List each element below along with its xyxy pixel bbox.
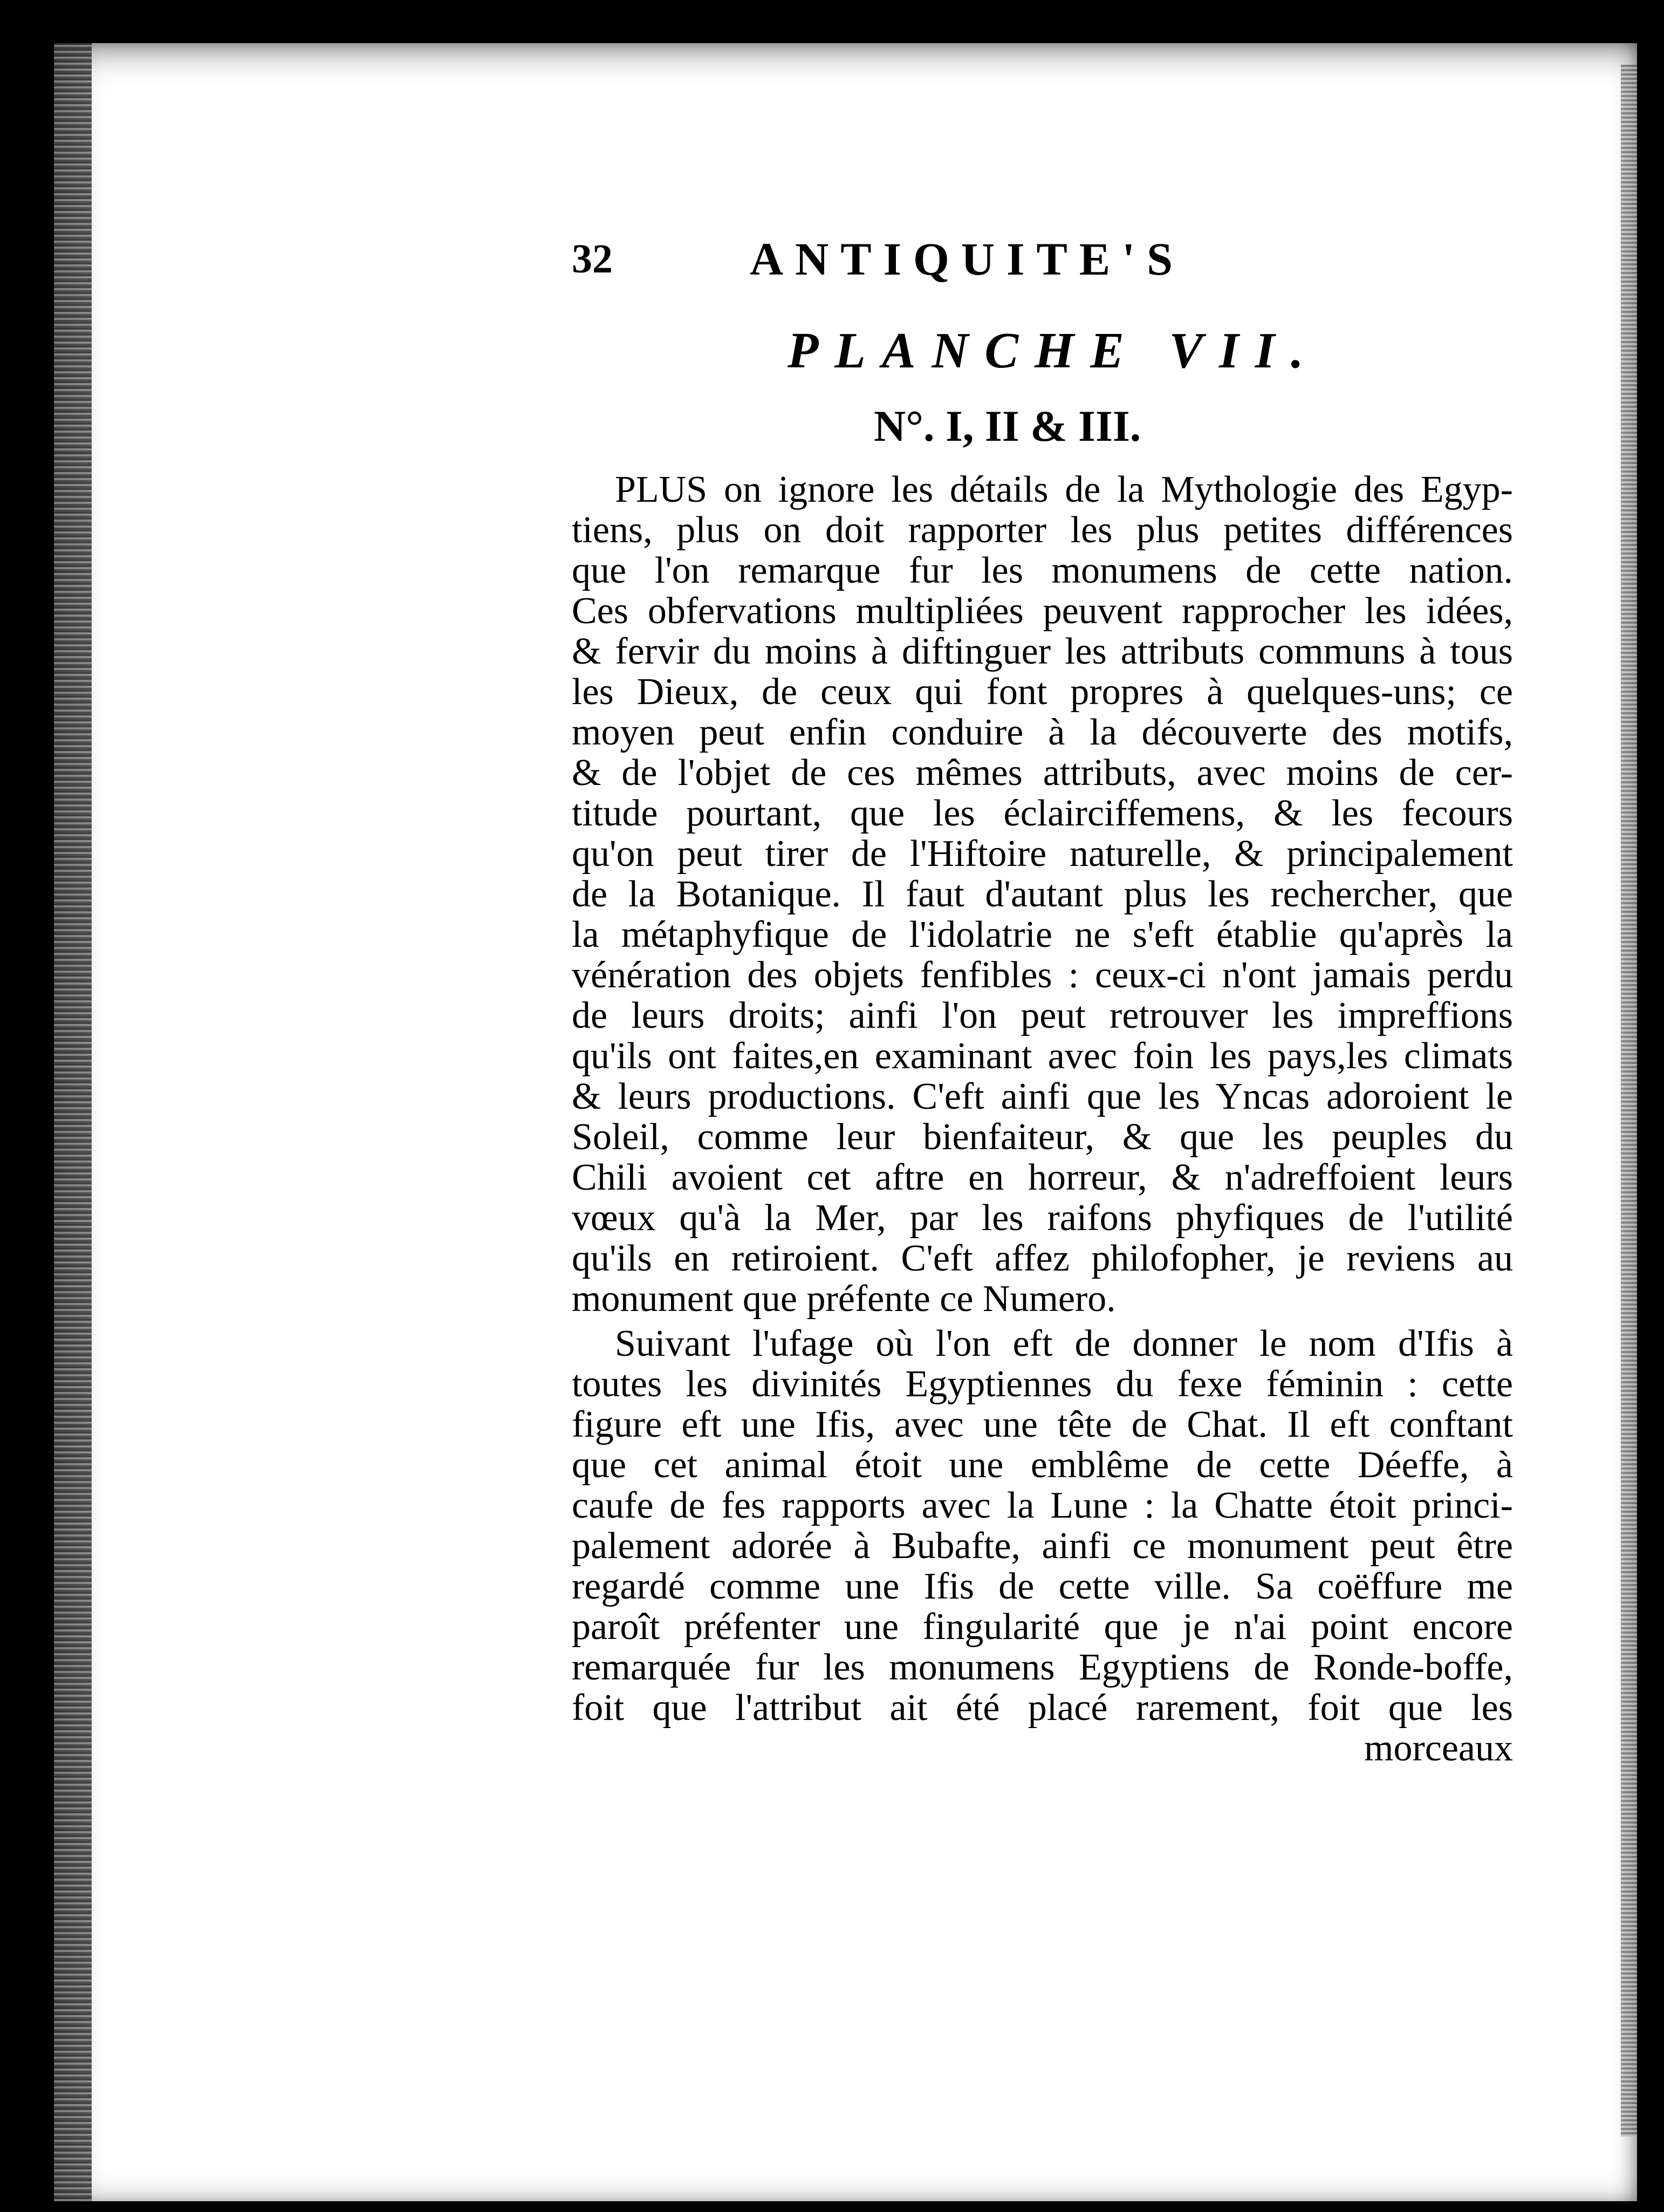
body-text [572,469,1513,1769]
text-line: qu'on peut tirer de l'Hiftoire naturelle, & principalement [572,834,1513,874]
text-line: les Dieux, de ceux qui font propres à quelques-uns; ce [572,672,1513,712]
page-gutter-shadow [54,43,92,2201]
text-line: & leurs productions. C'eft ainfi que les Yncas adoroient le [572,1076,1513,1117]
text-line: remarquée fur les monumens Egyptiens de Ronde-boffe, [572,1647,1513,1688]
text-line: monument que préfente ce Numero. [572,1279,1116,1319]
text-line: paroît préfenter une fingularité que je n'ai point encore [572,1607,1513,1647]
page-edge [1621,65,1637,2136]
paragraph-break [572,1319,1513,1323]
text-line: Chili avoient cet aftre en horreur, & n'adreffoient leurs [572,1157,1513,1198]
text-line: moyen peut enfin conduire à la découverte des motifs, [572,712,1513,753]
text-line: tiens, plus on doit rapporter les plus petites différences [572,510,1513,550]
page-number: 32 [572,236,613,282]
text-line: foit que l'attribut ait été placé rarement, foit que les [572,1688,1513,1728]
text-line: qu'ils ont faites,en examinant avec foin les pays,les climats [572,1036,1513,1076]
running-title: ANTIQUITE'S [750,233,1184,285]
text-line: Ces obfervations multipliées peuvent rapprocher les idées, [572,591,1513,631]
text-line: figure eft une Ifis, avec une tête de Chat. Il eft conftant [572,1404,1513,1445]
text-line: la métaphyfique de l'idolatrie ne s'eft établie qu'après la [572,914,1513,955]
running-head [572,221,1513,297]
text-line: Suivant l'ufage où l'on eft de donner le nom d'Ifis à [615,1323,1513,1364]
text-line: vénération des objets fenfibles : ceux-ci n'ont jamais perdu [572,955,1513,995]
text-line: vœux qu'à la Mer, par les raifons phyfiques de l'utilité [572,1198,1513,1238]
text-line: que l'on remarque fur les monumens de cette nation. [572,550,1513,591]
text-line: palement adorée à Bubafte, ainfi ce monument peut être [572,1526,1513,1566]
text-line: que cet animal étoit une emblême de cette Déeffe, à [572,1445,1513,1485]
plate-number: N°. I, II & III. [874,401,1141,450]
text-line: toutes les divinités Egyptiennes du fexe féminin : cette [572,1364,1513,1404]
catchword: morceaux [1364,1728,1513,1769]
text-line: caufe de fes rapports avec la Lune : la Chatte étoit princi- [572,1485,1513,1526]
text-line: & de l'objet de ces mêmes attributs, avec moins de cer- [572,753,1513,793]
text-line: PLUS on ignore les détails de la Mythologie des Egyp- [615,469,1513,510]
text-line: Soleil, comme leur bienfaiteur, & que les peuples du [572,1117,1513,1157]
text-line: regardé comme une Ifis de cette ville. Sa coëffure me [572,1566,1513,1607]
text-line: & fervir du moins à diftinguer les attributs communs à tous [572,631,1513,672]
plate-title: PLANCHE VII. [788,323,1320,379]
text-line: qu'ils en retiroient. C'eft affez philofopher, je reviens au [572,1238,1513,1279]
text-line: de leurs droits; ainfi l'on peut retrouver les impreffions [572,995,1513,1036]
book-page [54,43,1637,2201]
text-line: de la Botanique. Il faut d'autant plus les rechercher, que [572,874,1513,914]
text-line: titude pourtant, que les éclairciffemens, & les fecours [572,793,1513,834]
